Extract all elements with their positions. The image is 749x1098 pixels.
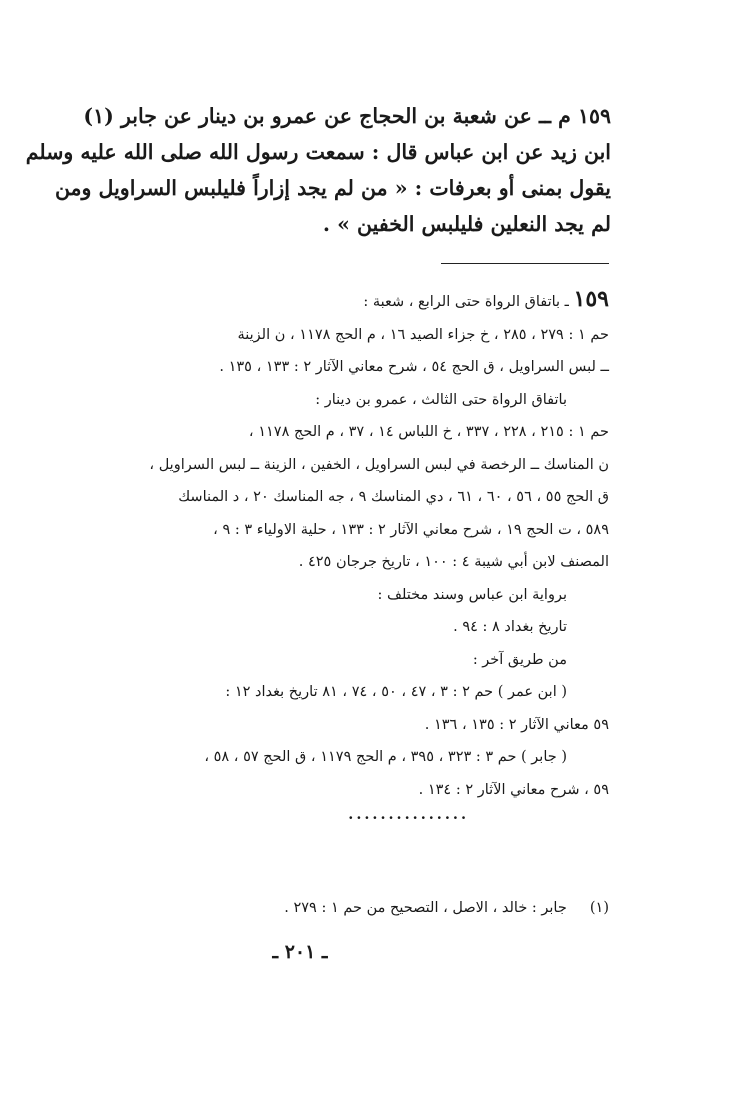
main-text-line: لم يجد النعلين فليلبس الخفين » . bbox=[322, 212, 611, 236]
footnote-marker: (١) bbox=[589, 900, 609, 916]
notes-line: ٥٩ ، شرح معاني الآثار ٢ : ١٣٤ . bbox=[418, 781, 609, 798]
page-number: ـ ٢٠١ ـ bbox=[272, 941, 328, 963]
notes-line: ــ لبس السراويل ، ق الحج ٥٤ ، شرح معاني الآثار ٢ : ١٣٣ ، ١٣٥ . bbox=[219, 359, 609, 375]
main-text-line: ابن زيد عن ابن عباس قال : سمعت رسول الله صلى الله عليه وسلم bbox=[25, 140, 611, 164]
notes-line: حم ١ : ٢١٥ ، ٢٢٨ ، ٣٣٧ ، خ اللباس ١٤ ، ٣٧ ، م الحج ١١٧٨ ، bbox=[248, 424, 609, 440]
notes-line: حم ١ : ٢٧٩ ، ٢٨٥ ، خ جزاء الصيد ١٦ ، م الحج ١١٧٨ ، ن الزينة bbox=[237, 326, 609, 343]
notes-line: ( ابن عمر ) حم ٢ : ٣ ، ٤٧ ، ٥٠ ، ٧٤ ، ٨١ تاريخ بغداد ١٢ : bbox=[225, 684, 567, 700]
notes-heading bbox=[129, 283, 609, 319]
notes-line: باتفاق الرواة حتى الثالث ، عمرو بن دينار : bbox=[315, 391, 567, 408]
notes-line: المصنف لابن أبي شيبة ٤ : ١٠٠ ، تاريخ جرجان ٤٢٥ . bbox=[298, 554, 609, 570]
notes-line: برواية ابن عباس وسند مختلف : bbox=[377, 586, 567, 603]
notes-line: تاريخ بغداد ٨ : ٩٤ . bbox=[453, 619, 567, 635]
dotted-separator: ............... bbox=[348, 806, 469, 823]
main-text-line: ١٥٩ م ــ عن شعبة بن الحجاج عن عمرو بن دينار عن جابر (١) bbox=[83, 104, 611, 128]
main-text-line: يقول بمنى أو بعرفات : « من لم يجد إزاراً فليلبس السراويل ومن bbox=[54, 176, 611, 200]
main-hadith-text bbox=[25, 98, 611, 242]
notes-line: ٥٩ معاني الآثار ٢ : ١٣٥ ، ١٣٦ . bbox=[424, 716, 609, 733]
footnote bbox=[129, 893, 609, 923]
notes-line: من طريق آخر : bbox=[472, 651, 567, 668]
notes-line: ٥٨٩ ، ت الحج ١٩ ، شرح معاني الآثار ٢ : ١٣٣ ، حلية الاولياء ٣ : ٩ ، bbox=[213, 521, 609, 538]
footnote-text: جابر : خالد ، الاصل ، التصحيح من حم ١ : ٢٧٩ . bbox=[284, 900, 567, 916]
takhrij-notes bbox=[129, 283, 609, 824]
separator-rule bbox=[441, 263, 609, 264]
notes-heading-number: ١٥٩ bbox=[573, 286, 609, 312]
notes-line: ن المناسك ــ الرخصة في لبس السراويل ، الخفين ، الزينة ــ لبس السراويل ، bbox=[149, 456, 609, 473]
notes-line: ( جابر ) حم ٣ : ٣٢٣ ، ٣٩٥ ، م الحج ١١٧٩ ، ق الحج ٥٧ ، ٥٨ ، bbox=[204, 749, 567, 765]
notes-line: ق الحج ٥٥ ، ٥٦ ، ٦٠ ، ٦١ ، دي المناسك ٩ ، جه المناسك ٢٠ ، د المناسك bbox=[178, 489, 609, 505]
notes-heading-text: ـ باتفاق الرواة حتى الرابع ، شعبة : bbox=[363, 294, 574, 310]
